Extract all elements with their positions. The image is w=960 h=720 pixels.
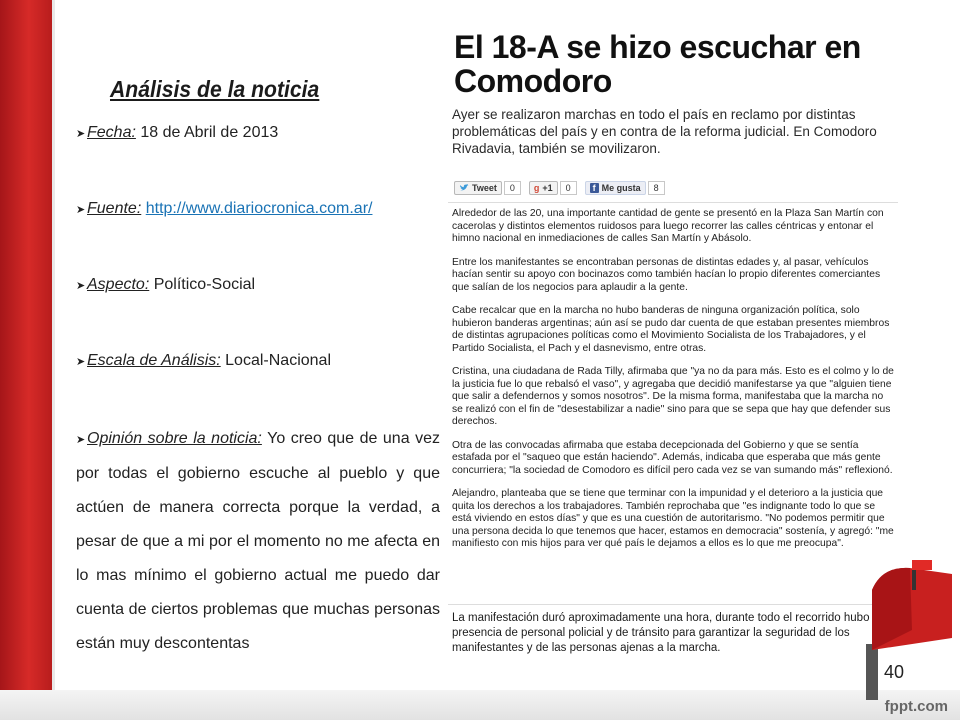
facebook-icon: f: [590, 183, 599, 193]
field-value: Local-Nacional: [225, 352, 331, 369]
article-body: [452, 208, 896, 562]
field-fecha: [76, 124, 440, 142]
gplus-count: 0: [560, 181, 577, 195]
gplus-share[interactable]: [529, 180, 577, 196]
article-paragraph: Alrededor de las 20, una importante cantidad de gente se presentó en la Plaza San Martín con cacerolas y distintos elementos ruidosos para luego recorrer las calles céntricas y entonar el himno nacional en inmediaciones de calles San Martín y Abásolo.: [452, 208, 884, 244]
like-label: Me gusta: [601, 183, 641, 193]
slide-title: Análisis de la noticia: [110, 76, 320, 102]
field-label: Aspecto:: [87, 276, 150, 293]
gplus-label: +1: [542, 183, 553, 193]
arrow-bullet-icon: ➤: [76, 280, 86, 292]
divider: [448, 202, 898, 203]
article-headline: El 18-A se hizo escuchar en Comodoro: [454, 29, 861, 99]
stripe-divider: [52, 0, 55, 720]
gplus-icon: g: [533, 183, 540, 193]
tweet-label: Tweet: [472, 183, 497, 193]
facebook-like[interactable]: [585, 180, 665, 196]
article-subtitle: Ayer se realizaron marchas en todo el país en reclamo por distintas problemáticas del país y en contra de la reforma judicial. En Comodoro Rivadavia, también se movilizaron.: [452, 107, 877, 156]
article-closing: La manifestación duró aproximadamente una hora, durante todo el recorrido hubo presencia de personal policial y de tránsito para garantizar la seguridad de los manifestantes y de las personas ajenas a la marcha.: [452, 612, 870, 654]
tweet-count: 0: [504, 181, 521, 195]
field-label: Fecha:: [87, 124, 136, 141]
arrow-bullet-icon: ➤: [76, 128, 86, 140]
field-value: Político-Social: [153, 276, 256, 293]
social-share-bar: [454, 180, 665, 196]
arrow-bullet-icon: ➤: [76, 356, 86, 368]
field-label: Opinión sobre la noticia:: [87, 430, 262, 447]
article-paragraph: Cristina, una ciudadana de Rada Tilly, afirmaba que "ya no da para más. Esto es el colmo y lo de la justicia fue lo que rebalsó el vaso", y agregaba que decidió manifestarse ya que "alguien tiene que salir a defendernos y somos nosotros". De la misma forma, manifestaba que la marcha no se realizó con el fin de "desestabilizar a nadie" sino para que se sepa que hay que defender sus derechos.: [452, 366, 894, 427]
field-label: Escala de Análisis:: [87, 352, 221, 369]
article-paragraph: Cabe recalcar que en la marcha no hubo banderas de ninguna organización política, solo hubieron banderas argentinas; aún así se pudo dar cuenta de que estaban presentes miembros de distintas agrupaciones políticas como el Movimiento Socialista de los Trabajadores, y el Partido Socialista, el Pach y el dasnevismo, entre otras.: [452, 305, 890, 354]
brand-watermark: fppt.com: [884, 698, 948, 715]
article-paragraph: Entre los manifestantes se encontraban personas de distintas edades y, al pasar, vehículos hacían sentir su apoyo con bocinazos como también hacían lo propio diferentes comerciantes que salían de los negocios para aplaudir a la gente.: [452, 256, 881, 293]
tweet-share[interactable]: [454, 180, 521, 196]
arrow-bullet-icon: ➤: [76, 434, 86, 446]
article-paragraph: Alejandro, planteaba que se tiene que terminar con la impunidad y el deterioro a la justicia que quita los derechos a los trabajadores. También reprochaba que "es indignante todo lo que se está viviendo en estos días" y que es una cuestión de autoritarismo. "No podemos permitir que una persona decida lo que tenemos que hacer, estamos en democracia" sostenía, y agregó: "me manifiesto con mis hijos para ver qué país le dejamos a ellos es lo que me preocupa".: [452, 488, 894, 549]
left-red-stripe: [0, 0, 52, 720]
like-count: 8: [648, 181, 665, 195]
field-fuente: [76, 200, 440, 218]
field-aspecto: [76, 276, 440, 294]
arrow-bullet-icon: ➤: [76, 204, 86, 216]
article-paragraph: Otra de las convocadas afirmaba que estaba decepcionada del Gobierno y que se sentía estafada por el "saqueo que están haciendo". Además, indicaba que esperaba que más gente concurriera; "la sociedad de Comodoro es difícil pero cada vez se van sumando más" reflexionó.: [452, 439, 893, 476]
news-clipping: [448, 30, 900, 662]
field-opinion: [76, 422, 440, 661]
footer-bar: [0, 690, 960, 720]
page-number: 40: [884, 662, 905, 682]
field-escala: [76, 352, 440, 370]
mailbox-icon: [852, 560, 960, 700]
twitter-bird-icon: [459, 184, 469, 192]
opinion-text: Yo creo que de una vez por todas el gobierno escuche al pueblo y que actúen de manera correcta porque la verdad, a pesar de que a mi por el momento no me afecta en lo mas mínimo el gobierno actual me puedo dar cuenta de ciertos problemas que muchas personas están muy descontentas: [76, 430, 441, 652]
field-label: Fuente:: [87, 200, 142, 217]
field-value: 18 de Abril de 2013: [140, 124, 279, 141]
source-link[interactable]: http://www.diariocronica.com.ar/: [145, 200, 373, 217]
divider: [448, 604, 898, 605]
